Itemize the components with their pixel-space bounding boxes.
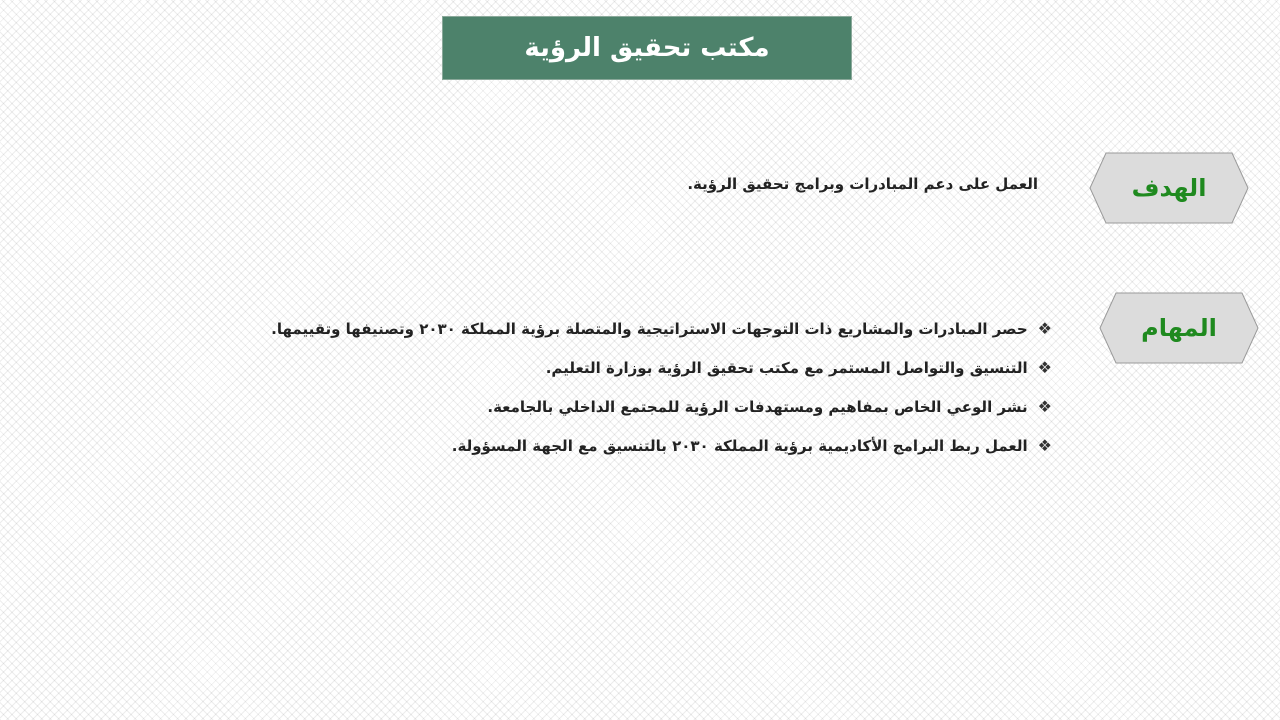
tasks-hexagon bbox=[1099, 292, 1259, 364]
task-text: نشر الوعي الخاص بمفاهيم ومستهدفات الرؤية للمجتمع الداخلي بالجامعة. bbox=[487, 398, 1028, 416]
diamond-bullet-icon: ❖ bbox=[1037, 358, 1052, 377]
task-text: التنسيق والتواصل المستمر مع مكتب تحقيق الرؤية بوزارة التعليم. bbox=[545, 359, 1028, 377]
tasks-list bbox=[232, 316, 1052, 472]
page-title-banner bbox=[442, 16, 852, 80]
list-item bbox=[232, 316, 1052, 355]
diamond-bullet-icon: ❖ bbox=[1037, 436, 1052, 455]
goal-label: الهدف bbox=[1131, 174, 1207, 202]
goal-hexagon bbox=[1089, 152, 1249, 224]
list-item bbox=[232, 355, 1052, 394]
diamond-bullet-icon: ❖ bbox=[1037, 397, 1052, 416]
page-title: مكتب تحقيق الرؤية bbox=[524, 33, 770, 63]
task-text: حصر المبادرات والمشاريع ذات التوجهات الاستراتيجية والمتصلة برؤية المملكة ٢٠٣٠ وتصنيفها وتقييمها. bbox=[271, 320, 1028, 338]
diamond-bullet-icon: ❖ bbox=[1037, 319, 1052, 338]
goal-text: العمل على دعم المبادرات وبرامج تحقيق الرؤية. bbox=[687, 175, 1038, 193]
list-item bbox=[232, 433, 1052, 472]
tasks-label: المهام bbox=[1141, 314, 1217, 342]
task-text: العمل ربط البرامج الأكاديمية برؤية المملكة ٢٠٣٠ بالتنسيق مع الجهة المسؤولة. bbox=[451, 437, 1028, 455]
list-item bbox=[232, 394, 1052, 433]
